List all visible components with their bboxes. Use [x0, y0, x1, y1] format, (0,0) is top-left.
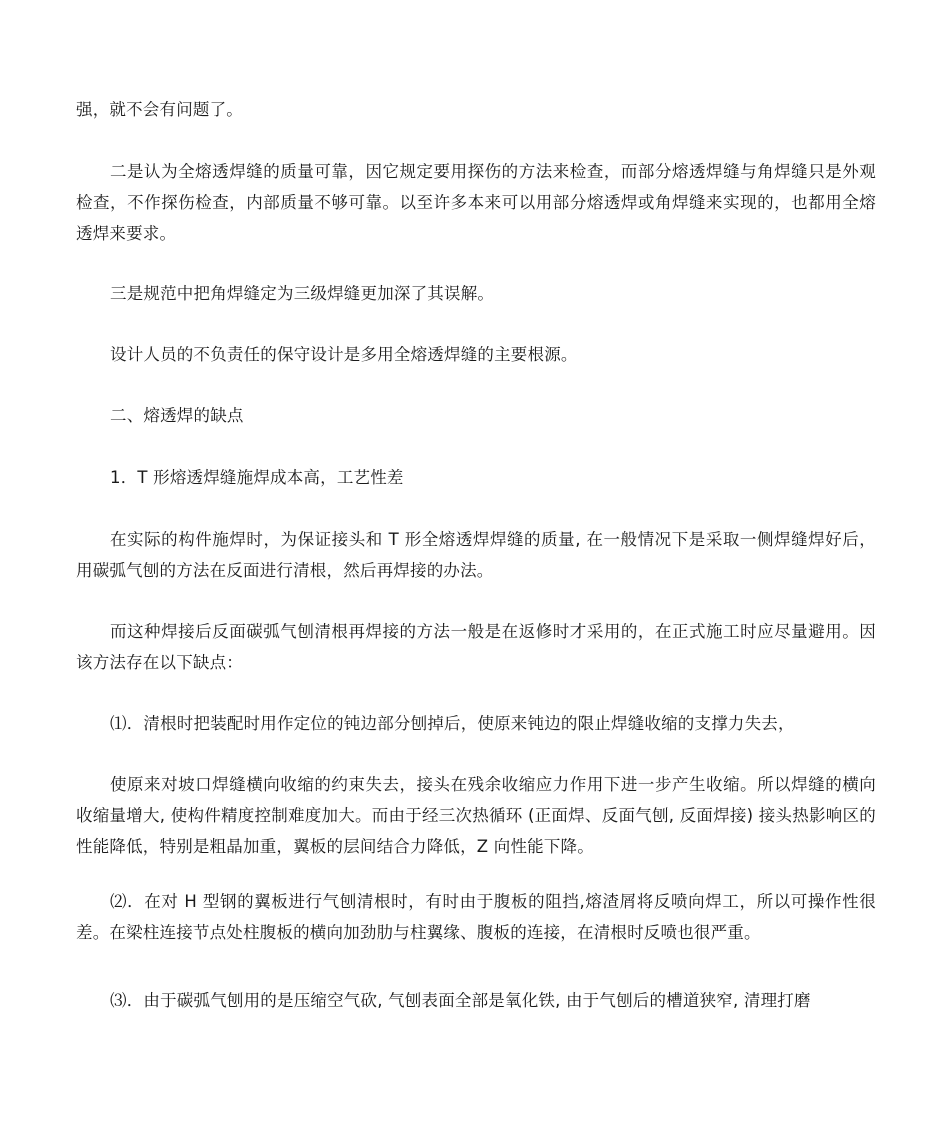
list-item-1: ⑴．清根时把装配时用作定位的钝边部分刨掉后，使原来钝边的限止焊缝收缩的支撑力失去， — [110, 714, 795, 733]
paragraph-reason-three: 三是规范中把角焊缝定为三级焊缝更加深了其误解。 — [110, 284, 495, 303]
paragraph-root-cause: 设计人员的不负责任的保守设计是多用全熔透焊缝的主要根源。 — [110, 345, 578, 364]
paragraph-reason-two: 二是认为全熔透焊缝的质量可靠，因它规定要用探伤的方法来检查，而部分熔透焊缝与角焊缝只是外观检查，不作探伤检查，内部质量不够可靠。以至许多本来可以用部分熔透焊或角焊缝来实现的，也都用全熔透焊来要求。 — [76, 162, 876, 243]
list-item-3: ⑶．由于碳弧气刨用的是压缩空气砍, 气刨表面全部是氧化铁, 由于气刨后的槽道狭窄, 清理打磨 — [110, 991, 811, 1010]
list-item-2: ⑵．在对 H 型钢的翼板进行气刨清根时，有时由于腹板的阻挡,熔渣屑将反喷向焊工，所以可操作性很差。在梁柱连接节点处柱腹板的横向加劲肋与柱翼缘、腹板的连接，在清根时反喷也很严重。 — [76, 892, 876, 942]
section-heading: 二、熔透焊的缺点 — [110, 406, 244, 425]
paragraph-method-drawbacks: 而这种焊接后反面碳弧气刨清根再焊接的方法一般是在返修时才采用的，在正式施工时应尽量避用。因该方法存在以下缺点： — [76, 622, 876, 672]
paragraph-shrinkage: 使原来对坡口焊缝横向收缩的约束失去，接头在残余收缩应力作用下进一步产生收缩。所以焊缝的横向收缩量增大, 使构件精度控制难度加大。而由于经三次热循环 (正面焊、反面气刨, 反面焊接) 接头热影响区的性能降低，特别是粗晶加重，翼板的层间结合力降低，Z 向性能下降。 — [76, 775, 876, 856]
paragraph-continuation: 强，就不会有问题了。 — [76, 100, 243, 119]
paragraph-practice: 在实际的构件施焊时，为保证接头和 T 形全熔透焊焊缝的质量, 在一般情况下是采取一侧焊缝焊好后，用碳弧气刨的方法在反面进行清根，然后再焊接的办法。 — [76, 530, 876, 580]
subsection-heading: 1．T 形熔透焊缝施焊成本高，工艺性差 — [110, 468, 404, 487]
